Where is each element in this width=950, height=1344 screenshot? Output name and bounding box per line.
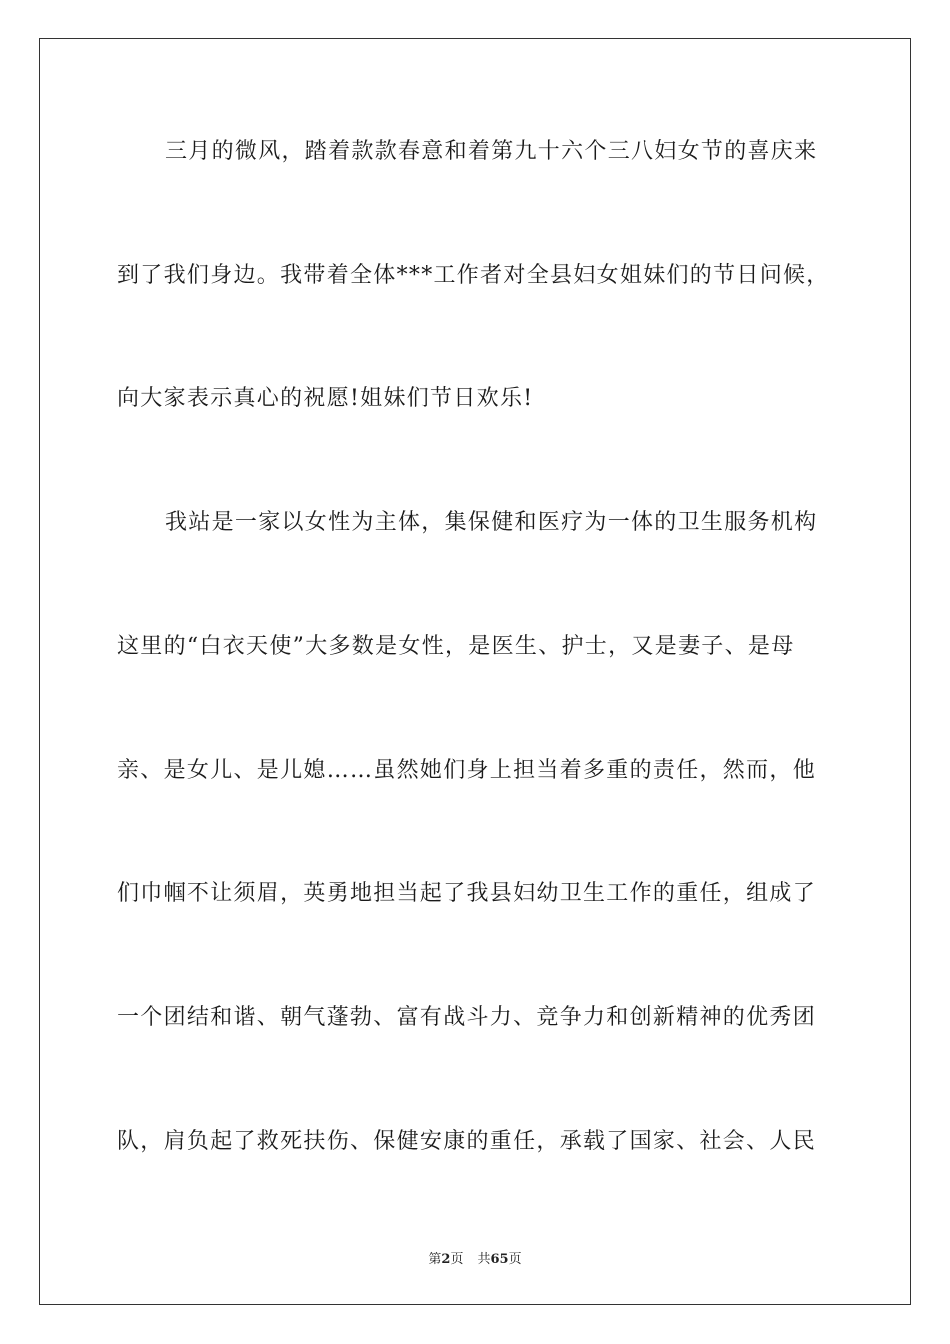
paragraph-2-line-3: 亲、是女儿、是儿媳……虽然她们身上担当着多重的责任，然而，他 xyxy=(117,758,817,783)
page-label-prefix: 第 xyxy=(428,1252,442,1267)
page-footer xyxy=(0,1248,950,1267)
current-page-number: 2 xyxy=(441,1252,451,1267)
paragraph-2-line-4: 们巾帼不让须眉，英勇地担当起了我县妇幼卫生工作的重任，组成了 xyxy=(117,881,817,906)
page-label-suffix: 页 xyxy=(450,1252,464,1267)
paragraph-1-line-3: 向大家表示真心的祝愿!姐妹们节日欢乐! xyxy=(117,386,534,411)
paragraph-1-line-1: 三月的微风，踏着款款春意和着第九十六个三八妇女节的喜庆来 xyxy=(165,139,818,164)
total-label-suffix: 页 xyxy=(508,1252,522,1267)
paragraph-2-line-1: 我站是一家以女性为主体，集保健和医疗为一体的卫生服务机构 xyxy=(165,510,818,535)
total-label-prefix: 共 xyxy=(477,1252,491,1267)
paragraph-2-line-5: 一个团结和谐、朝气蓬勃、富有战斗力、竞争力和创新精神的优秀团 xyxy=(117,1005,817,1030)
paragraph-2-line-6: 队，肩负起了救死扶伤、保健安康的重任，承载了国家、社会、人民 xyxy=(117,1129,817,1154)
page-border xyxy=(39,38,911,1305)
total-page-count: 65 xyxy=(490,1252,509,1267)
paragraph-2-line-2: 这里的“白衣天使”大多数是女性，是医生、护士，又是妻子、是母 xyxy=(117,634,795,659)
paragraph-1-line-2: 到了我们身边。我带着全体***工作者对全县妇女姐妹们的节日问候， xyxy=(117,263,830,288)
